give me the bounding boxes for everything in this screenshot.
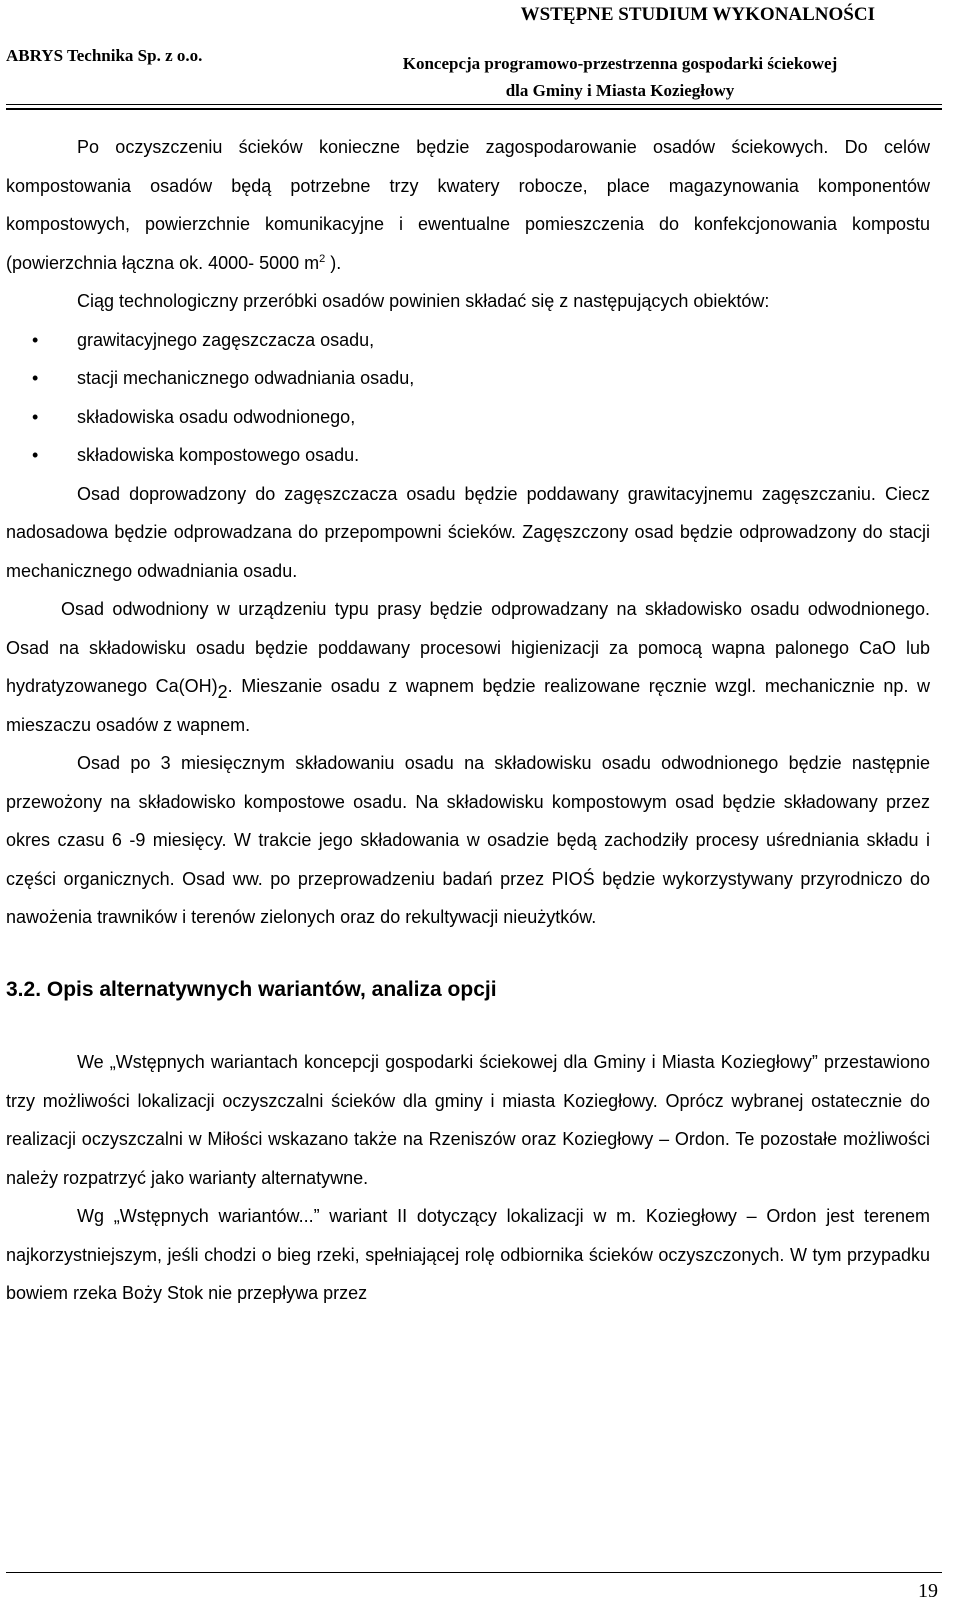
- paragraph-text: Osad odwodniony w urządzeniu typu prasy będzie odprowadzany na składowisko osadu odwodnionego. Osad na składowisku osadu będzie poddawany procesowi higienizacji za pomocą wapna palonego CaO lub hydratyzowanego Ca(OH): [6, 599, 930, 696]
- paragraph-technology-chain: Ciąg technologiczny przeróbki osadów powinien składać się z następujących obiektów:: [77, 291, 770, 311]
- paragraph-dewatered-sludge: [6, 590, 930, 744]
- paragraph-thickener: Osad doprowadzony do zagęszczacza osadu będzie poddawany grawitacyjnemu zagęszczaniu. Ciecz nadosadowa będzie odprowadzana do przepompowni ścieków. Zagęszczony osad będzie odprowadzony do stacji mechanicznego odwadniania osadu.: [6, 483, 930, 581]
- subscript: 2: [217, 682, 228, 702]
- header-company: ABRYS Technika Sp. z o.o.: [6, 46, 203, 65]
- paragraph-composting: Osad po 3 miesięcznym składowaniu osadu na składowisku osadu odwodnionego będzie następnie przewożony na składowisko kompostowe osadu. Na składowisku kompostowym osad będzie składowany przez okres czasu 6 -9 miesięcy. W trakcie jego składowania w osadzie będą zachodziły procesy uśredniania składu i części organicznych. Osad ww. po przeprowadzeniu badań przez PIOŚ będzie wykorzystywany przyrodniczo do nawożenia trawników i terenów zielonych oraz do rekultywacji nieużytków.: [6, 753, 930, 927]
- list-item-text: grawitacyjnego zagęszczacza osadu,: [77, 329, 375, 350]
- objects-list: [6, 321, 930, 475]
- page-number: 19: [918, 1580, 938, 1602]
- list-item: [6, 398, 930, 437]
- paragraph-text-end: ).: [325, 252, 342, 273]
- header-rule-thin: [6, 104, 942, 105]
- bullet-icon: •: [32, 445, 39, 465]
- list-item: [6, 321, 930, 360]
- paragraph-variants: We „Wstępnych wariantach koncepcji gospodarki ściekowej dla Gminy i Miasta Koziegłowy” przestawiono trzy możliwości lokalizacji oczyszczalni ścieków dla gminy i miasta Koziegłowy. Oprócz wybranej ostatecznie do realizacji oczyszczalni w Miłości wskazano także na Rzeniszów oraz Koziegłowy – Ordon. Te pozostałe możliwości należy rozpatrzyć jako warianty alternatywne.: [6, 1052, 930, 1188]
- header-rule-thick: [6, 108, 942, 110]
- paragraph-text: Po oczyszczeniu ścieków konieczne będzie zagospodarowanie osadów ściekowych. Do celów kompostowania osadów będą potrzebne trzy kwatery robocze, place magazynowania komponentów kompostowych, powierzchnie komunikacyjne i ewentualne pomieszczenia do konfekcjonowania kompostu (powierzchnia łączna ok. 4000- 5000 m: [6, 137, 930, 273]
- list-item-text: składowiska kompostowego osadu.: [77, 445, 360, 465]
- header-subtitle-line2: dla Gminy i Miasta Koziegłowy: [505, 81, 735, 100]
- superscript: 2: [319, 252, 326, 265]
- body-text: [6, 128, 930, 1313]
- bullet-icon: •: [32, 406, 39, 427]
- paragraph-variant-ii: Wg „Wstępnych wariantów...” wariant II dotyczący lokalizacji w m. Koziegłowy – Ordon jest terenem najkorzystniejszym, jeśli chodzi o bieg rzeki, spełniającej rolę odbiornika ścieków oczyszczonych. W tym przypadku bowiem rzeka Boży Stok nie przepływa przez: [6, 1206, 930, 1303]
- header-subtitle: [350, 50, 890, 104]
- header-subtitle-line1: Koncepcja programowo-przestrzenna gospodarki ściekowej: [402, 54, 838, 73]
- list-item: [6, 436, 930, 475]
- section-heading: 3.2. Opis alternatywnych wariantów, analiza opcji: [6, 977, 497, 1001]
- header-title: WSTĘPNE STUDIUM WYKONALNOŚCI: [520, 4, 875, 25]
- list-item: [6, 359, 930, 398]
- list-item-text: składowiska osadu odwodnionego,: [77, 406, 356, 427]
- paragraph-text-end: . Mieszanie osadu z wapnem będzie realizowane ręcznie wzgl. mechanicznie np. w mieszaczu osadów z wapnem.: [6, 676, 930, 735]
- list-item-text: stacji mechanicznego odwadniania osadu,: [77, 368, 415, 388]
- paragraph-sludge-management: [6, 128, 930, 282]
- bullet-icon: •: [32, 329, 39, 350]
- footer-rule: [6, 1572, 942, 1573]
- bullet-icon: •: [32, 368, 39, 388]
